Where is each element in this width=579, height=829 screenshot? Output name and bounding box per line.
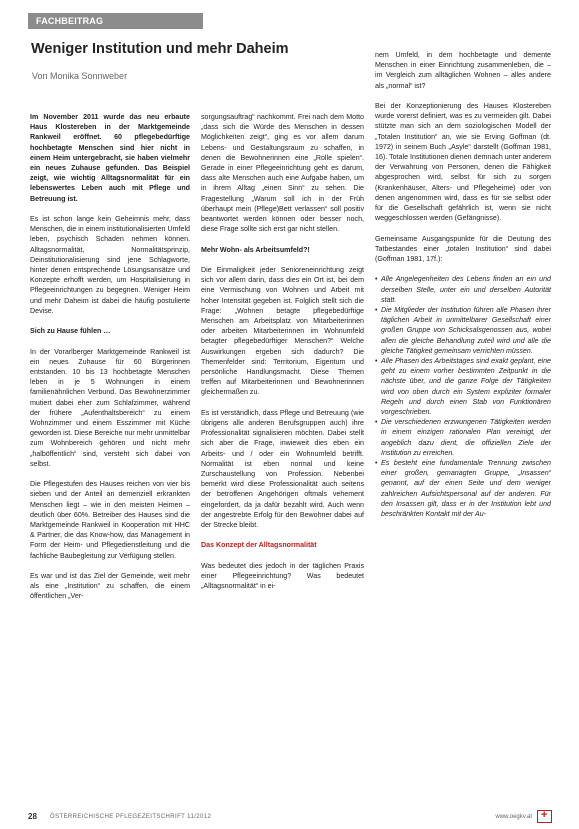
subheading: Das Konzept der Alltagsnormalität <box>201 541 317 550</box>
paragraph: sorgungsauftrag“ nachkommt. Frei nach dem Motto „dass sich die Würde des Menschen in dessen Möglichkeiten zeigt“, ging es vor allem darum Lebens- und Gestaltungsraum zu schaffen, in denen die Bewohnerinnen eine „Rolle spielen“. Gerade in einer Pflegeeinrichtung geht es darum, dass alte Menschen auch eine Aufgabe haben, um in ihrem Alltag „einen Sinn“ zu sehen. Die Fragestellung „Warum soll ich in der Früh überhaupt mein (Pflege)Bett verlassen“ soll positiv beantwortet werden können oder besser noch, diese Frage sollte sich erst gar nicht stellen. <box>201 113 364 234</box>
list-item: • Alle Angelegenheiten des Lebens finden an ein und derselben Stelle, unter ein und derselben Autorität statt. <box>375 274 551 305</box>
paragraph: Es war und ist das Ziel der Gemeinde, weit mehr als eine „Institution“ zu schaffen, die einem öffentlichen „Ver- <box>30 572 190 601</box>
column-2 <box>201 112 364 602</box>
article-title: Weniger Institution und mehr Daheim <box>31 41 289 57</box>
paragraph: In der Vorarlberger Marktgemeinde Rankweil ist ein neues Zuhause für 60 Bürgerinnen entstanden. 10 bis 13 hochbetagte Menschen leben in je 5 Wohnungen in einem familienähnlichen Verbund. Das Bewohnerzimmer mutiert dabei eher zum Schlafzimmer, während der frühere „Aufenthaltsbereich“ zu einem Wohnzimmer und einem Esszimmer mit Küche geworden ist. Diese Bereiche nur mehr unmittelbar zum Wohnbereich gehören und nicht mehr „halböffentlich“ sind, versteht sich dabei von selbst. <box>30 347 190 468</box>
page-footer <box>28 812 552 824</box>
paragraph: Es ist verständlich, dass Pflege und Betreuung (wie übrigens alle anderen Berufsgruppen auch) ihre Professionalität signalisieren möchten. Dabei stellt sich aber die Frage, inwieweit dies eben ein Arbeits- und / oder ein Wohnumfeld betrifft. Normalität ist eben normal und keine Zurschaustellung von Profession. Nebenbei bemerkt wird diese Professionalität auch seitens der betroffenen Angehörigen oftmals vehement eingefordert, da ja dafür bezahlt wird. Auch wenn der angestrebte Erfolg für den Bewohner dabei auf der Strecke bleibt. <box>201 408 364 530</box>
page-number: 28 <box>28 812 37 821</box>
oegkv-cross-logo-icon <box>537 810 552 823</box>
list-item: • Die Mitglieder der Institution führen alle Phasen ihrer täglichen Arbeit in unmittelbarer Gesellschaft einer großen Gruppe von Schicksalsgenossen aus, wobei allen die gleiche Behandlung zuteil wird und alle die gleiche Tätigkeit gemeinsam verrichten müssen. <box>375 305 551 356</box>
list-item: • Die verschiedenen erzwungenen Tätigkeiten werden in einem einzigen rationalen Plan vereinigt, der angeblich dazu dient, die offiziellen Ziele der Institution zu erreichen. <box>375 417 551 458</box>
subheading: Sich zu Hause fühlen … <box>30 327 111 336</box>
definition-list <box>375 274 551 519</box>
paragraph: Es ist schon lange kein Geheimnis mehr, dass Menschen, die in einem institutionalisierten Umfeld leben, psychisch Schaden nehmen können. Alltagsnormalität, Normalitätsprinzip, Deinstitutionalisierung sind jene Schlagworte, hinter denen entsprechende Lösungsansätze und Konzepte erhofft werden, um Hospitalisierung in Pflegeeinrichtungen zu begegnen. Weniger Heim und mehr Daheim ist dabei die häufig postulierte Devise. <box>30 215 190 315</box>
website-link[interactable]: www.oegkv.at <box>495 814 532 820</box>
column-3 <box>375 50 551 519</box>
lead-paragraph: Im November 2011 wurde das neu erbaute Haus Klostereben in der Marktgemeinde Rankweil eröffnet. 60 pflegebedürftige hochbetagte Menschen sind hier nicht in einem Heim untergebracht, sie haben vielmehr ein neues Zuhause gefunden. Das Beispiel zeigt, wie wichtig Alltagsnormalität für ein lebenswertes Leben auch mit Pflege und Betreuung ist. <box>30 113 190 203</box>
paragraph: Gemeinsame Ausgangspunkte für die Deutung des Tatbestandes einer „totalen Institution“ sind dabei (Goffman 1981, 17f.): <box>375 234 551 264</box>
subheading: Mehr Wohn- als Arbeitsumfeld?! <box>201 245 310 254</box>
paragraph: Was bedeutet dies jedoch in der täglichen Praxis einer Pflegeeinrichtung? Was bedeutet „Alltagsnormalität“ in ei- <box>201 561 364 591</box>
publication-name: ÖSTERREICHISCHE PFLEGEZEITSCHRIFT 11/2012 <box>50 814 212 820</box>
section-tag: FACHBEITRAG <box>28 13 203 29</box>
list-item: • Alle Phasen des Arbeitstages sind exakt geplant, eine geht zu einem vorher bestimmten Zeitpunkt in die nächste über, und die ganze Folge der Tätigkeiten wird von oben durch ein System expliziter formaler Regeln und durch einen Stab von Funktionären vorgeschrieben. <box>375 356 551 417</box>
paragraph: Bei der Konzeptionierung des Hauses Klostereben wurde vorerst definiert, was es zu vermeiden gilt. Dabei stützte man sich an dem soziologischen Modell der „Totalen Institution“ an, wie sie Erving Goffman (dt. 1972) in seinem Buch „Asyle“ darstellt (Goffman 1981, 16). Totale Institutionen dienen demnach unter anderem der Verwahrung von Personen, denen die Fähigkeit abgesprochen wird, selbst für sich zu sorgen (Krankenhäuser, Alters- und Pflegeheime) oder von denen angenommen wird, dass es für sie selbst oder für die Gesellschaft gefährlich ist, wenn sie nicht weggeschlossen werden (Gefängnisse). <box>375 102 551 223</box>
list-item: • Es besteht eine fundamentale Trennung zwischen einer großen, gemanagten Gruppe, „Insassen“ genannt, auf der einen Seite und dem weniger zahlreichen Aufsichtspersonal auf der anderen. Für den Insassen gilt, dass er in der Institution lebt und beschränkten Kontakt mit der Au- <box>375 458 551 519</box>
article-author: Von Monika Sonnweber <box>32 71 128 81</box>
paragraph: Die Pflegestufen des Hauses reichen von vier bis sieben und der Anteil an demenziell erkrankten Menschen liegt – wie in den meisten Heimen – deutlich über 60%. Betreiber des Hauses sind die Marktgemeinde Rankweil in Kooperation mit HHC & Partner, die das Know-how, das Management in Form der Heim- und Pflegedienstleitung und die fachliche Baubegleitung zur Verfügung stellen. <box>30 480 190 560</box>
paragraph: nem Umfeld, in dem hochbetagte und demente Menschen in einer Einrichtung zusammenleben, die – im Vergleich zum alltäglichen Wohnen – alles andere als „normal“ ist? <box>375 51 551 90</box>
column-1 <box>30 112 190 612</box>
paragraph: Die Einmaligkeit jeder Senioreneinrichtung zeigt sich vor allem darin, dass dies ein Ort ist, bei dem eine Vermischung von Wohnen und Arbeit mit hoher Intensität gegeben ist. Folglich stellt sich die Frage: „Wohnen betagte pflegebedürftige Menschen am Arbeitsplatz von Mitarbeiterinnen oder arbeiten Mitarbeiterinnen im Wohnumfeld betagter pflegebedürftiger Menschen?“ Welche Auswirkungen ergeben sich dadurch? Die Themenfelder sind: Territorium, Eigentum und persönliche Handlungsmacht. Diese Themen treffen auf Mitarbeiterinnen und Bewohnerinnen gleichermaßen zu. <box>201 266 364 397</box>
